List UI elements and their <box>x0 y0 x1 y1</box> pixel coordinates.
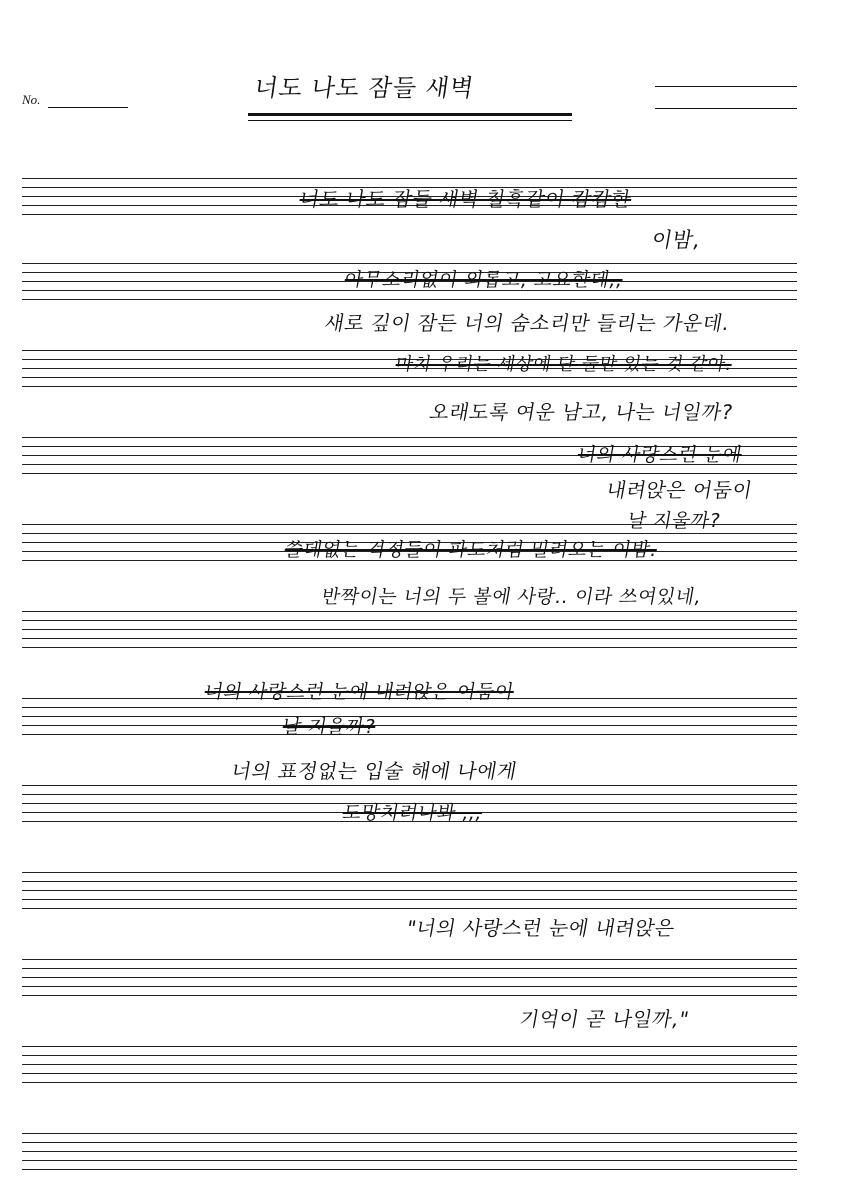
handwritten-line: 이밤, <box>649 228 703 252</box>
header-line-top <box>655 86 797 87</box>
handwritten-line: "너의 사랑스런 눈에 내려앉은 <box>404 916 677 940</box>
staff <box>22 959 797 995</box>
title-underline-thin <box>248 120 572 121</box>
handwritten-line: 너의 사랑스런 눈에 <box>575 444 744 466</box>
handwritten-line: 너의 사랑스런 눈에 내려앉은 어둠이 <box>202 681 516 703</box>
handwritten-line: 기억이 곧 나일까," <box>517 1007 691 1031</box>
handwritten-line: 쓸데없는 걱정들이 파도처럼 밀려오는 이밤. <box>282 539 659 561</box>
handwritten-line: 반짝이는 너의 두 볼에 사랑.. 이라 쓰여있네, <box>319 586 704 608</box>
handwritten-line: 오래도록 여운 남고, 나는 너일까? <box>427 400 735 424</box>
staff <box>22 1046 797 1082</box>
page-number-label: No. <box>22 92 41 107</box>
handwritten-line: 날 지울까? <box>625 510 723 532</box>
header-line-bottom <box>655 108 797 109</box>
handwritten-line: 새로 깊이 잠든 너의 숨소리만 들리는 가운데. <box>322 311 732 335</box>
handwritten-line: 너의 표정없는 입술 해에 나에게 <box>229 759 519 783</box>
staff <box>22 611 797 647</box>
staff <box>22 872 797 908</box>
handwritten-line: 내려앉은 어둠이 <box>604 478 755 502</box>
page-title: 너도 나도 잠들 새벽 <box>252 74 476 102</box>
handwritten-line: 너도 나도 잠들 새벽 칠흑같이 캄캄한 <box>297 187 634 211</box>
handwritten-line: 아무소리없이 외롭고, 고요한데,, <box>342 269 625 291</box>
page-number-line <box>48 107 128 108</box>
handwritten-line: 날 지울까? <box>280 716 378 738</box>
staff <box>22 1133 797 1169</box>
handwritten-line: 도망치려나봐 ,,, <box>340 802 484 824</box>
title-underline-thick <box>248 113 572 116</box>
handwritten-line: 마치 우리는 세상에 단 둘만 있는 것 같아. <box>393 354 734 375</box>
